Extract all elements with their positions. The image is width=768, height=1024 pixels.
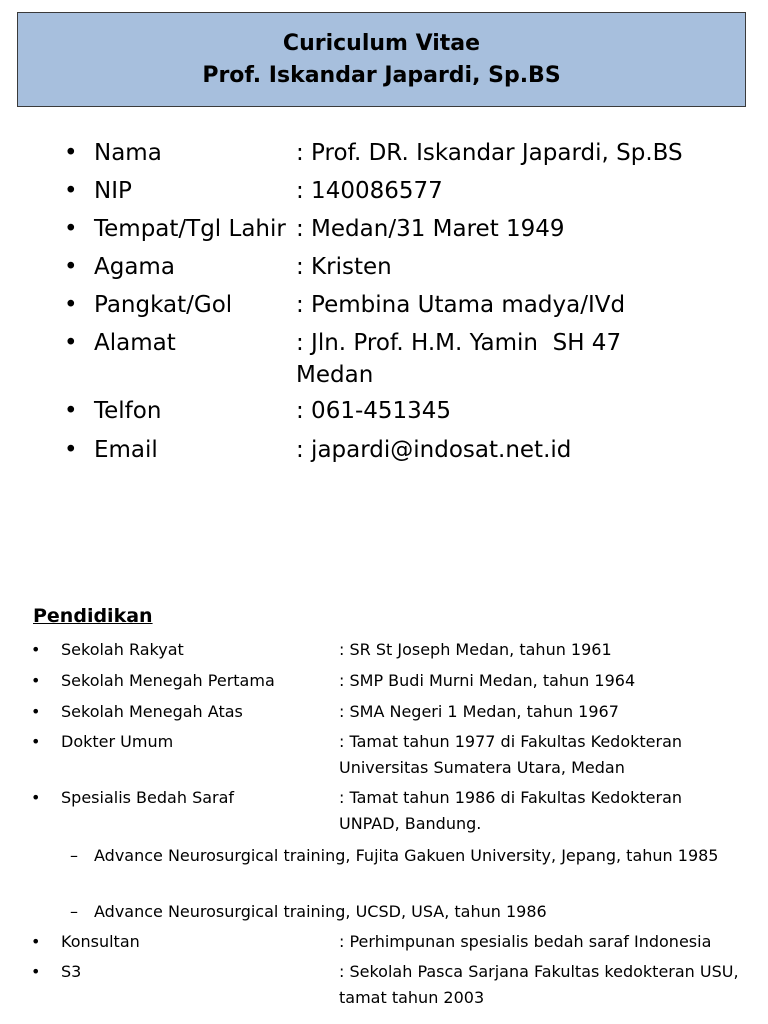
education-value: : SR St Joseph Medan, tahun 1961 [339,640,612,659]
title-box [17,12,746,107]
bio-label: Tempat/Tgl Lahir [94,216,286,242]
education-value: : SMP Budi Murni Medan, tahun 1964 [339,671,636,690]
bullet-icon: • [64,216,78,242]
bullet-icon: • [31,640,41,659]
dash-icon: – [70,902,78,921]
bullet-icon: • [64,178,78,204]
bio-value: : 061-451345 [296,398,452,424]
bullet-icon: • [31,932,41,951]
education-value: : Sekolah Pasca Sarjana Fakultas kedokteran USU, tamat tahun 2003 [339,962,739,1007]
education-value: : Perhimpunan spesialis bedah saraf Indonesia [339,932,712,951]
bullet-icon: • [31,788,41,807]
bullet-icon: • [64,330,78,356]
education-label: Sekolah Rakyat [61,640,184,659]
education-label: S3 [61,962,82,981]
education-heading: Pendidikan [33,605,153,627]
bio-value: : Jln. Prof. H.M. Yamin SH 47 Medan [296,330,622,388]
education-label: Dokter Umum [61,732,174,751]
education-value: : SMA Negeri 1 Medan, tahun 1967 [339,702,619,721]
education-value: : Tamat tahun 1977 di Fakultas Kedokteran Universitas Sumatera Utara, Medan [339,732,683,777]
education-sub-text: Advance Neurosurgical training, Fujita Gakuen University, Jepang, tahun 1985 [94,846,719,865]
bullet-icon: • [31,732,41,751]
bio-value: : Medan/31 Maret 1949 [296,216,565,242]
bio-value: : japardi@indosat.net.id [296,437,572,463]
bullet-icon: • [64,398,78,424]
education-label: Spesialis Bedah Saraf [61,788,235,807]
bio-value: : Prof. DR. Iskandar Japardi, Sp.BS [296,140,683,166]
title-line-2: Prof. Iskandar Japardi, Sp.BS [202,62,561,88]
title-line-1: Curiculum Vitae [282,30,481,56]
bullet-icon: • [64,140,78,166]
bullet-icon: • [64,254,78,280]
dash-icon: – [70,846,78,865]
bio-label: Pangkat/Gol [94,292,233,318]
bullet-icon: • [31,702,41,721]
education-label: Sekolah Menegah Pertama [61,671,275,690]
bio-label: Agama [94,254,175,280]
bio-value: : Pembina Utama madya/IVd [296,292,626,318]
bullet-icon: • [64,437,78,463]
education-sub-text: Advance Neurosurgical training, UCSD, USA, tahun 1986 [94,902,547,921]
bullet-icon: • [31,962,41,981]
bullet-icon: • [64,292,78,318]
education-label: Sekolah Menegah Atas [61,702,243,721]
bio-value: : 140086577 [296,178,443,204]
bio-label: Nama [94,140,162,166]
bio-label: Email [94,437,158,463]
bio-label: Alamat [94,330,176,356]
education-label: Konsultan [61,932,140,951]
bio-label: NIP [94,178,132,204]
bio-value: : Kristen [296,254,392,280]
bullet-icon: • [31,671,41,690]
education-value: : Tamat tahun 1986 di Fakultas Kedokteran UNPAD, Bandung. [339,788,683,833]
bio-label: Telfon [94,398,162,424]
